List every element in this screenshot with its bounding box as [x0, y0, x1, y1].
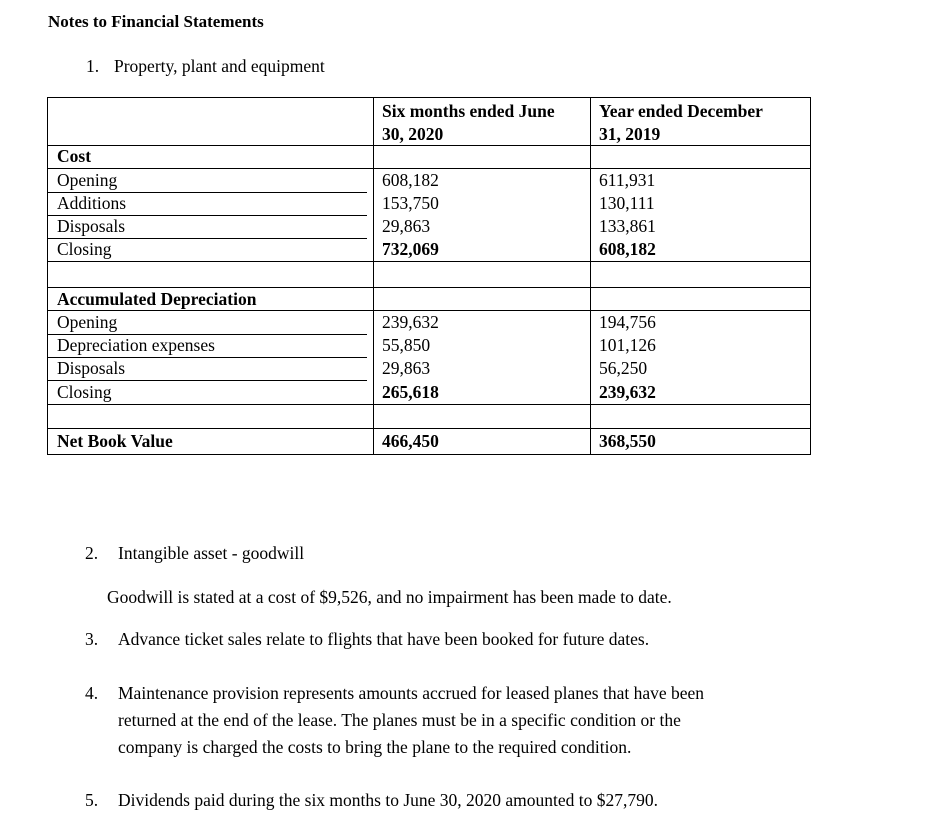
cost-additions-2019: 130,111 — [599, 193, 655, 213]
cost-opening-2020: 608,182 — [382, 170, 439, 190]
ppe-table — [47, 97, 811, 454]
note-text: Dividends paid during the six months to June 30, 2020 amounted to $27,790. — [118, 790, 659, 810]
depreciation-section-label: Accumulated Depreciation — [57, 289, 257, 309]
cost-closing-2020: 732,069 — [382, 239, 439, 259]
note-text: Advance ticket sales relate to flights that have been booked for future dates. — [118, 629, 650, 649]
dep-expenses-label: Depreciation expenses — [57, 335, 215, 355]
col1-header-line2: 30, 2020 — [382, 124, 444, 144]
note-5 — [85, 787, 885, 814]
net-book-value-2020: 466,450 — [382, 431, 439, 451]
section-heading-ppe — [86, 56, 325, 77]
cost-disposals-2019: 133,861 — [599, 216, 656, 236]
note-text: Goodwill is stated at a cost of $9,526, and no impairment has been made to date. — [107, 587, 672, 607]
dep-closing-2019: 239,632 — [599, 382, 656, 402]
cost-opening-2019: 611,931 — [599, 170, 656, 190]
dep-expenses-2020: 55,850 — [382, 335, 431, 355]
cost-closing-label: Closing — [57, 239, 112, 259]
note-number: 2. — [85, 543, 99, 563]
cost-disposals-label: Disposals — [57, 216, 126, 236]
section-heading-text: Property, plant and equipment — [114, 56, 325, 76]
note-text: Intangible asset - goodwill — [118, 543, 305, 563]
dep-opening-2020: 239,632 — [382, 312, 439, 332]
note-text-line-2: returned at the end of the lease. The planes must be in a specific condition or the — [118, 710, 681, 730]
dep-disposals-2019: 56,250 — [599, 358, 648, 378]
note-3 — [85, 626, 885, 653]
dep-closing-2020: 265,618 — [382, 382, 439, 402]
note-number: 4. — [85, 683, 99, 703]
net-book-value-2019: 368,550 — [599, 431, 656, 451]
dep-opening-2019: 194,756 — [599, 312, 656, 332]
cost-section-label: Cost — [57, 146, 92, 166]
note-2-body — [107, 584, 887, 611]
cost-disposals-2020: 29,863 — [382, 216, 431, 236]
note-text-line-1: Maintenance provision represents amounts accrued for leased planes that have been — [118, 683, 705, 703]
dep-closing-label: Closing — [57, 382, 112, 402]
note-number: 5. — [85, 790, 99, 810]
col2-header-line2: 31, 2019 — [599, 124, 661, 144]
document-title: Notes to Financial Statements — [48, 12, 264, 31]
col1-header-line1: Six months ended June — [382, 101, 555, 121]
col2-header-line1: Year ended December — [599, 101, 763, 121]
dep-expenses-2019: 101,126 — [599, 335, 656, 355]
dep-opening-label: Opening — [57, 312, 118, 332]
cost-additions-2020: 153,750 — [382, 193, 439, 213]
dep-disposals-label: Disposals — [57, 358, 126, 378]
note-text-line-3: company is charged the costs to bring the plane to the required condition. — [118, 737, 632, 757]
note-number: 3. — [85, 629, 99, 649]
cost-closing-2019: 608,182 — [599, 239, 656, 259]
cost-additions-label: Additions — [57, 193, 127, 213]
section-number: 1. — [86, 56, 100, 76]
net-book-value-label: Net Book Value — [57, 431, 173, 451]
cost-opening-label: Opening — [57, 170, 118, 190]
note-2 — [85, 540, 885, 567]
dep-disposals-2020: 29,863 — [382, 358, 431, 378]
note-4 — [85, 680, 885, 761]
